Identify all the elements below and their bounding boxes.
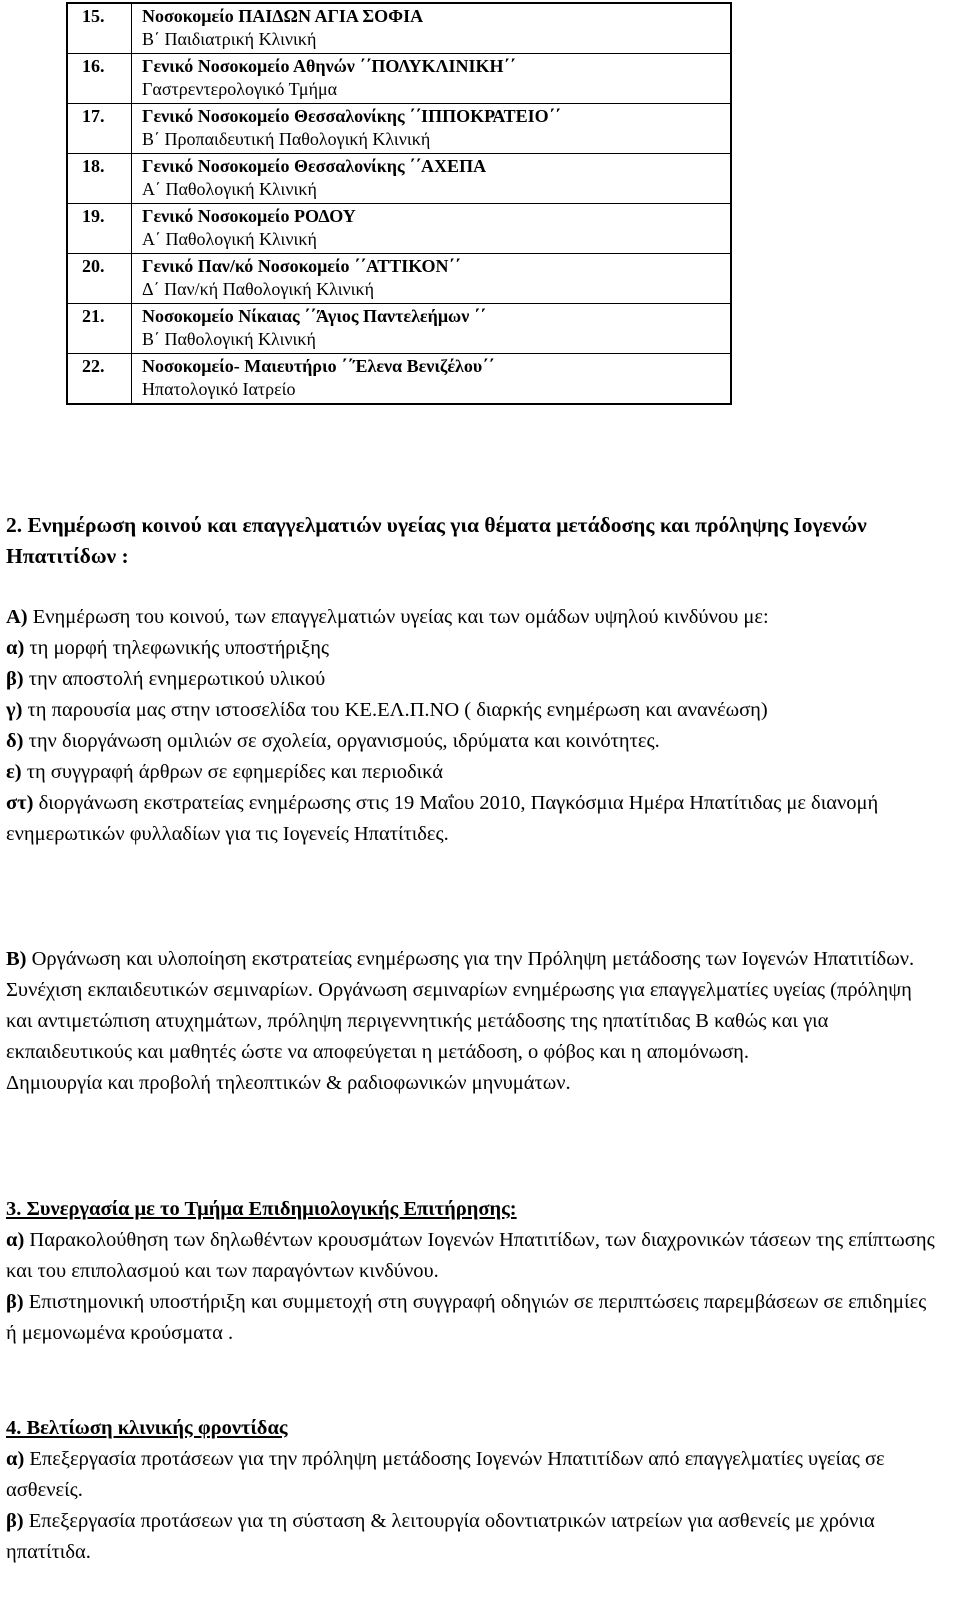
section-3 [6, 1194, 936, 1349]
list-item [6, 695, 936, 726]
hospital-name: Γενικό Παν/κό Νοσοκομείο ΄΄ΑΤΤΙΚΟΝ΄΄ [142, 256, 461, 276]
hospital-name: Νοσοκομείο Νίκαιας ΄΄Άγιος Παντελεήμων ΄΄ [142, 306, 486, 326]
item-text: Επεξεργασία προτάσεων για την πρόληψη μετάδοσης Ιογενών Ηπατιτίδων από επαγγελματίες υγείας σε ασθενείς. [6, 1448, 885, 1501]
item-label: Β) [6, 948, 27, 970]
paragraph-a [6, 602, 936, 633]
section-2-part-b [6, 944, 936, 1099]
hospital-department: Γαστρεντερολογικό Τμήμα [142, 79, 338, 99]
hospital-department: Α΄ Παθολογική Κλινική [142, 229, 317, 249]
row-number: 19. [67, 204, 132, 254]
item-text: τη παρουσία μας στην ιστοσελίδα του ΚΕ.ΕΛ.Π.ΝΟ ( διαρκής ενημέρωση και ανανέωση) [22, 699, 768, 721]
row-number: 15. [67, 3, 132, 54]
table-row [67, 204, 731, 254]
list-item [6, 1506, 936, 1568]
table-row [67, 3, 731, 54]
section-4-heading: 4. Βελτίωση κλινικής φροντίδας [6, 1417, 288, 1439]
row-number: 17. [67, 104, 132, 154]
table-row [67, 254, 731, 304]
hospital-department: Β΄ Παιδιατρική Κλινική [142, 29, 317, 49]
list-item [6, 633, 936, 664]
hospital-cell [132, 3, 732, 54]
item-label: β) [6, 668, 24, 690]
hospital-department: Δ΄ Παν/κή Παθολογική Κλινική [142, 279, 374, 299]
item-text: Παρακολούθηση των δηλωθέντων κρουσμάτων Ιογενών Ηπατιτίδων, των διαχρονικών τάσεων της επίπτωσης και του επιπολασμού και των παραγόντων κινδύνου. [6, 1229, 935, 1282]
item-label: στ) [6, 792, 34, 814]
hospital-table [66, 2, 732, 405]
hospital-name: Γενικό Νοσοκομείο ΡΟΔΟΥ [142, 206, 356, 226]
item-text: Ενημέρωση του κοινού, των επαγγελματιών υγείας και των ομάδων υψηλού κινδύνου με: [27, 606, 769, 628]
row-number: 16. [67, 54, 132, 104]
item-label: β) [6, 1510, 24, 1532]
hospital-cell [132, 54, 732, 104]
table-row [67, 104, 731, 154]
hospital-name: Νοσοκομείο- Μαιευτήριο ΄΄Έλενα Βενιζέλου΄΄ [142, 356, 495, 376]
table-row [67, 54, 731, 104]
item-text: την αποστολή ενημερωτικού υλικού [23, 668, 326, 690]
hospital-cell [132, 304, 732, 354]
section-4 [6, 1413, 936, 1568]
hospital-cell [132, 104, 732, 154]
row-number: 21. [67, 304, 132, 354]
item-label: α) [6, 1448, 25, 1470]
list-item [6, 788, 936, 850]
list-item [6, 726, 936, 757]
hospital-cell [132, 354, 732, 405]
list-item [6, 1287, 936, 1349]
hospital-department: Β΄ Προπαιδευτική Παθολογική Κλινική [142, 129, 431, 149]
item-label: ε) [6, 761, 22, 783]
list-item [6, 1225, 936, 1287]
hospital-cell [132, 154, 732, 204]
item-label: γ) [6, 699, 23, 721]
table-row [67, 354, 731, 405]
hospital-department: Α΄ Παθολογική Κλινική [142, 179, 317, 199]
hospital-name: Γενικό Νοσοκομείο Θεσσαλονίκης ΄΄ΑΧΕΠΑ [142, 156, 487, 176]
paragraph-b [6, 944, 936, 1068]
item-text: Οργάνωση και υλοποίηση εκστρατείας ενημέρωσης για την Πρόληψη μετάδοσης των Ιογενών Ηπατιτίδων. Συνέχιση εκπαιδευτικών σεμιναρίων. Οργάνωση σεμιναρίων ενημέρωσης για επαγγελματίες υγείας (πρόληψη και αντιμετώπιση ατυχημάτων, πρόληψη περιγεννητικής μετάδοσης της ηπατίτιδας Β καθώς και για εκπαιδευτικούς και μαθητές ώστε να αποφεύγεται η μετάδοση, ο φόβος και η απομόνωση. [6, 948, 915, 1063]
list-item [6, 1444, 936, 1506]
list-item [6, 664, 936, 695]
item-text: τη μορφή τηλεφωνικής υποστήριξης [24, 637, 330, 659]
item-label: β) [6, 1291, 24, 1313]
item-text: τη συγγραφή άρθρων σε εφημερίδες και περιοδικά [21, 761, 444, 783]
row-number: 22. [67, 354, 132, 405]
paragraph-b2: Δημιουργία και προβολή τηλεοπτικών & ραδιοφωνικών μηνυμάτων. [6, 1072, 571, 1094]
item-text: Επεξεργασία προτάσεων για τη σύσταση & λειτουργία οδοντιατρικών ιατρείων για ασθενείς με χρόνια ηπατίτιδα. [6, 1510, 875, 1563]
item-label: α) [6, 637, 25, 659]
hospital-name: Νοσοκομείο ΠΑΙΔΩΝ ΑΓΙΑ ΣΟΦΙΑ [142, 6, 424, 26]
item-text: Επιστημονική υποστήριξη και συμμετοχή στη συγγραφή οδηγιών σε περιπτώσεις παρεμβάσεων σε επιδημίες ή μεμονωμένα κρούσματα . [6, 1291, 927, 1344]
item-label: δ) [6, 730, 24, 752]
table-row [67, 154, 731, 204]
item-label: α) [6, 1229, 25, 1251]
hospital-department: Β΄ Παθολογική Κλινική [142, 329, 316, 349]
hospital-name: Γενικό Νοσοκομείο Αθηνών ΄΄ΠΟΛΥΚΛΙΝΙΚΗ΄΄ [142, 56, 516, 76]
row-number: 18. [67, 154, 132, 204]
section-2-heading: 2. Ενημέρωση κοινού και επαγγελματιών υγείας για θέματα μετάδοσης και πρόληψης Ιογενών Ηπατιτίδων : [6, 513, 867, 568]
item-text: την διοργάνωση ομιλιών σε σχολεία, οργανισμούς, ιδρύματα και κοινότητες. [23, 730, 660, 752]
item-text: διοργάνωση εκστρατείας ενημέρωσης στις 19 Μαΐου 2010, Παγκόσμια Ημέρα Ηπατίτιδας με διανομή ενημερωτικών φυλλαδίων για τις Ιογενείς Ηπατίτιδες. [6, 792, 879, 845]
section-2-body [6, 602, 936, 850]
hospital-cell [132, 254, 732, 304]
section-3-heading: 3. Συνεργασία με το Τμήμα Επιδημιολογικής Επιτήρησης: [6, 1198, 517, 1220]
table-row [67, 304, 731, 354]
item-label: Α) [6, 606, 28, 628]
row-number: 20. [67, 254, 132, 304]
hospital-cell [132, 204, 732, 254]
list-item [6, 757, 936, 788]
hospital-department: Ηπατολογικό Ιατρείο [142, 379, 296, 399]
hospital-name: Γενικό Νοσοκομείο Θεσσαλονίκης ΄΄ΙΠΠΟΚΡΑΤΕΙΟ΄΄ [142, 106, 561, 126]
